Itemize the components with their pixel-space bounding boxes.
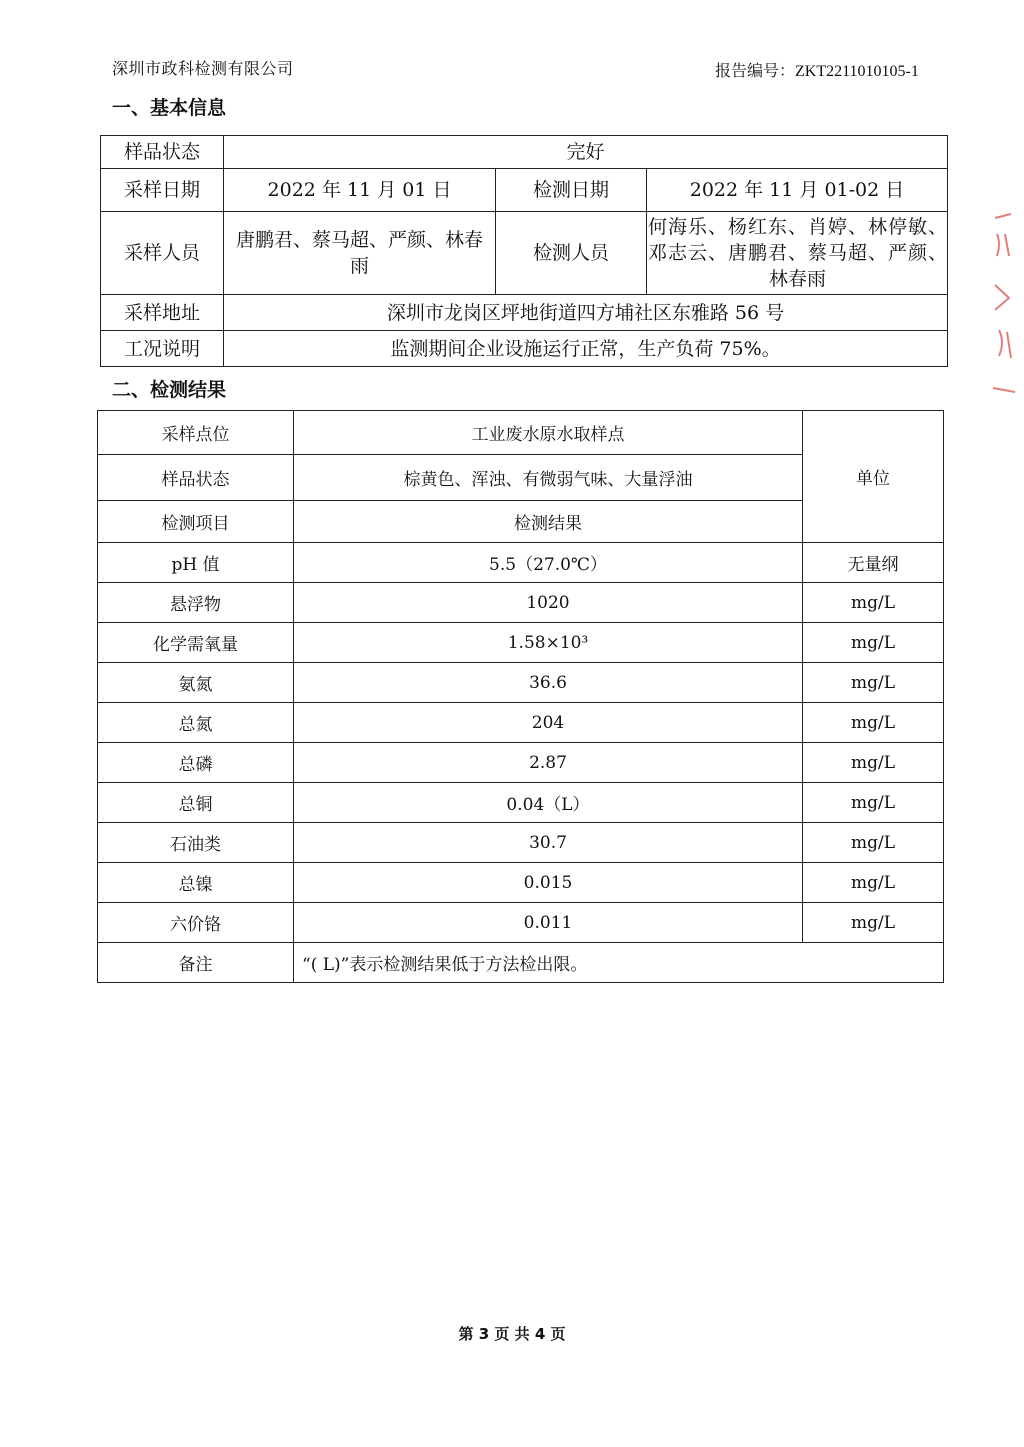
table-row [98, 943, 944, 983]
result-result-cell: 1020 [294, 583, 803, 623]
sample-status-value: 完好 [224, 136, 948, 169]
table-row [98, 903, 944, 943]
seal-stamp-fragment [985, 210, 1021, 405]
result-item-cell: 六价铬 [98, 903, 294, 943]
result-item-cell: 氨氮 [98, 663, 294, 703]
result-unit-cell: mg/L [803, 823, 944, 863]
condition-label: 工况说明 [101, 331, 224, 367]
table-row [98, 411, 944, 455]
result-unit-cell: mg/L [803, 743, 944, 783]
result-item-cell: 悬浮物 [98, 583, 294, 623]
result-unit-cell: mg/L [803, 663, 944, 703]
table-row [101, 212, 948, 295]
samplers-value: 唐鹏君、蔡马超、严颜、林春雨 [224, 212, 496, 295]
table-row [98, 703, 944, 743]
result-header: 检测结果 [294, 501, 803, 543]
section-results-title: 二、检测结果 [112, 379, 227, 401]
testing-date-label: 检测日期 [496, 169, 647, 212]
table-row [98, 743, 944, 783]
testers-label: 检测人员 [496, 212, 647, 295]
section-basic-info-title: 一、基本信息 [112, 97, 227, 119]
point-label: 采样点位 [98, 411, 294, 455]
result-unit-cell: 无量纲 [803, 543, 944, 583]
basic-info-table [100, 135, 948, 367]
testers-value: 何海乐、杨红东、肖婷、林停敏、邓志云、唐鹏君、蔡马超、严颜、林春雨 [647, 212, 948, 295]
table-row [101, 295, 948, 331]
result-result-cell: 1.58×10³ [294, 623, 803, 663]
result-result-cell: 30.7 [294, 823, 803, 863]
result-unit-cell: mg/L [803, 863, 944, 903]
result-item-cell: 总磷 [98, 743, 294, 783]
status-value: 棕黄色、浑浊、有微弱气味、大量浮油 [294, 455, 803, 501]
result-unit-cell: mg/L [803, 703, 944, 743]
unit-header: 单位 [803, 411, 944, 543]
table-row [98, 543, 944, 583]
remark-label: 备注 [98, 943, 294, 983]
result-result-cell: 0.04（L） [294, 783, 803, 823]
results-table [97, 410, 944, 983]
address-label: 采样地址 [101, 295, 224, 331]
result-unit-cell: mg/L [803, 903, 944, 943]
samplers-label: 采样人员 [101, 212, 224, 295]
result-item-cell: 总氮 [98, 703, 294, 743]
table-row [98, 623, 944, 663]
result-item-cell: 石油类 [98, 823, 294, 863]
table-row [98, 663, 944, 703]
address-value: 深圳市龙岗区坪地街道四方埔社区东雅路 56 号 [224, 295, 948, 331]
table-row [98, 863, 944, 903]
sampling-date-label: 采样日期 [101, 169, 224, 212]
result-item-cell: 总铜 [98, 783, 294, 823]
result-result-cell: 0.015 [294, 863, 803, 903]
result-unit-cell: mg/L [803, 783, 944, 823]
report-number: 报告编号：ZKT2211010105-1 [715, 63, 919, 80]
point-value: 工业废水原水取样点 [294, 411, 803, 455]
result-result-cell: 5.5（27.0℃） [294, 543, 803, 583]
result-result-cell: 2.87 [294, 743, 803, 783]
table-row [98, 823, 944, 863]
status-label: 样品状态 [98, 455, 294, 501]
sampling-date-value: 2022 年 11 月 01 日 [224, 169, 496, 212]
result-result-cell: 0.011 [294, 903, 803, 943]
table-row [101, 169, 948, 212]
result-unit-cell: mg/L [803, 623, 944, 663]
sample-status-label: 样品状态 [101, 136, 224, 169]
company-name: 深圳市政科检测有限公司 [112, 59, 294, 78]
remark-value: “( L)”表示检测结果低于方法检出限。 [294, 943, 944, 983]
result-result-cell: 36.6 [294, 663, 803, 703]
table-row [98, 583, 944, 623]
testing-date-value: 2022 年 11 月 01-02 日 [647, 169, 948, 212]
table-row [101, 136, 948, 169]
result-item-cell: 化学需氧量 [98, 623, 294, 663]
result-result-cell: 204 [294, 703, 803, 743]
table-row [98, 783, 944, 823]
result-item-cell: pH 值 [98, 543, 294, 583]
result-unit-cell: mg/L [803, 583, 944, 623]
result-item-cell: 总镍 [98, 863, 294, 903]
item-header: 检测项目 [98, 501, 294, 543]
condition-value: 监测期间企业设施运行正常，生产负荷 75%。 [224, 331, 948, 367]
table-row [101, 331, 948, 367]
page-number: 第 3 页 共 4 页 [458, 1325, 566, 1343]
